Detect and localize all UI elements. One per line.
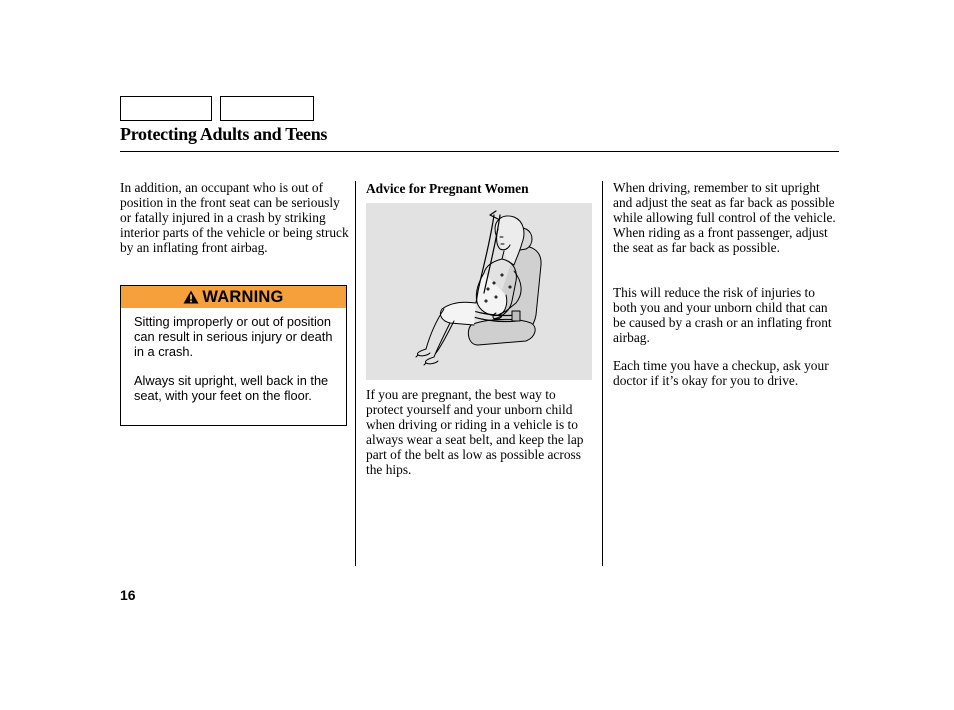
- section-heading: Advice for Pregnant Women: [366, 181, 529, 196]
- title-divider: [120, 151, 839, 152]
- warning-paragraph: Sitting improperly or out of position can result in serious injury or death in a crash.: [134, 314, 333, 359]
- pregnancy-advice-paragraph: If you are pregnant, the best way to protect yourself and your unborn child when driving or riding in a vehicle is to always wear a seat belt, and keep the lap part of the belt as low as possible across the hips.: [366, 387, 584, 477]
- nav-tab-1[interactable]: [120, 96, 212, 121]
- pregnant-woman-seatbelt-illustration: [366, 203, 592, 380]
- intro-paragraph: In addition, an occupant who is out of position in the front seat can be seriously or fatally injured in a crash by striking interior parts of the vehicle or being struck by an inflating front airbag.: [120, 180, 349, 255]
- driving-advice-paragraph: When driving, remember to sit upright and adjust the seat as far back as possible while allowing full control of the vehicle. When riding as a front passenger, adjust the seat as far back as possible.: [613, 180, 836, 255]
- warning-paragraph: Always sit upright, well back in the seat, with your feet on the floor.: [134, 373, 329, 403]
- warning-header: [121, 286, 346, 308]
- pregnant-woman-icon: [366, 203, 592, 380]
- column-divider-2: [602, 181, 603, 566]
- risk-paragraph: This will reduce the risk of injuries to both you and your unborn child that can be caused by a crash or an inflating front airbag.: [613, 285, 832, 345]
- checkup-paragraph: Each time you have a checkup, ask your doctor if it’s okay for you to drive.: [613, 358, 829, 388]
- warning-box: [120, 285, 347, 426]
- warning-label: WARNING: [202, 287, 284, 306]
- nav-tab-2[interactable]: [220, 96, 314, 121]
- page-number: 16: [120, 587, 136, 603]
- page-title: Protecting Adults and Teens: [120, 124, 328, 144]
- warning-body: [121, 308, 346, 403]
- column-divider-1: [355, 181, 356, 566]
- warning-triangle-icon: [183, 290, 199, 304]
